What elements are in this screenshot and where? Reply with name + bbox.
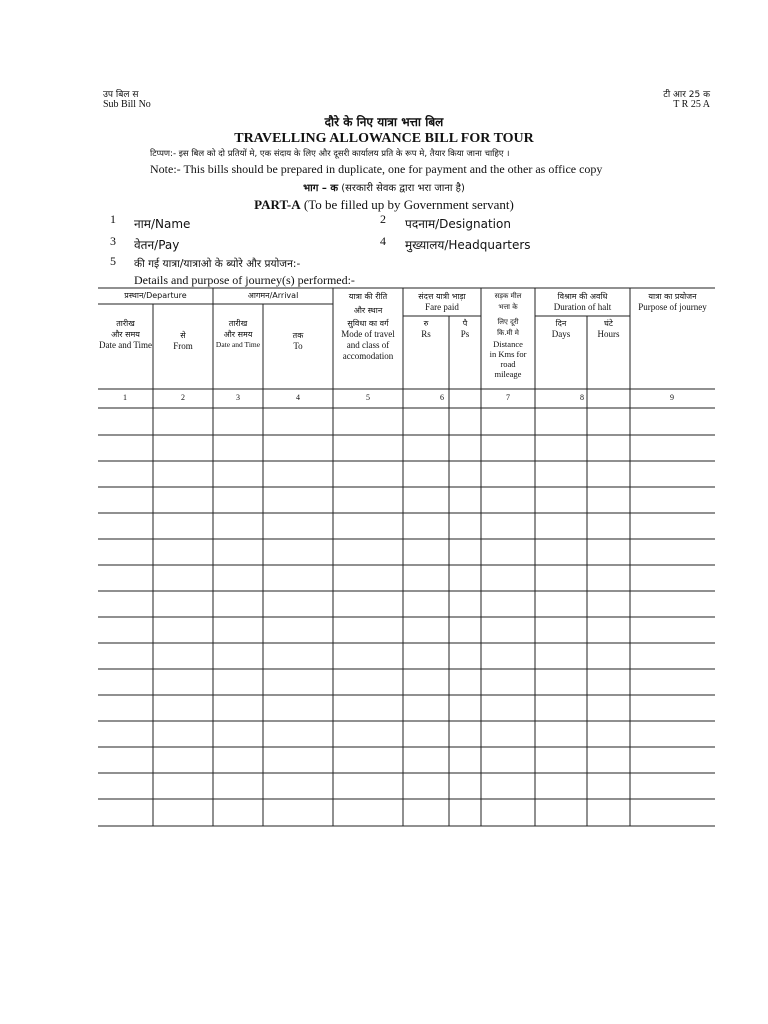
fare-header <box>403 291 481 313</box>
title-english: TRAVELLING ALLOWANCE BILL FOR TOUR <box>234 131 534 146</box>
days-hindi: दिन <box>555 319 567 328</box>
note-english: Note:- This bills should be prepared in duplicate, one for payment and the other as office copy <box>150 162 603 176</box>
to-header <box>263 330 333 352</box>
hours-hindi: घंटे <box>604 319 613 328</box>
field-designation-label: पदनाम/Designation <box>405 217 511 231</box>
purpose-hindi: यात्रा का प्रयोजन <box>648 292 697 301</box>
road-hindi-3: लिए दूरी <box>497 318 519 326</box>
arrival-date-header <box>213 318 263 349</box>
mode-header <box>333 291 403 362</box>
from-english: From <box>173 341 193 351</box>
rs-english: Rs <box>421 329 431 339</box>
from-header <box>153 330 213 352</box>
part-a-english-title: PART-A <box>254 197 301 212</box>
title-hindi: दौरे के निए यात्रा भत्ता बिल <box>324 115 444 129</box>
days-english: Days <box>551 329 571 339</box>
note-hindi: टिप्पण:- इस बिल को दो प्रतियों मे, एक संदाय के लिए और दूसरी कार्यालय प्रति के रूप मे, तैयार किया जाना चाहिए । <box>150 149 510 159</box>
column-number-7: 7 <box>506 393 510 402</box>
halt-header <box>535 291 630 313</box>
rs-header <box>403 318 449 340</box>
halt-hindi: विश्राम की अवधि <box>557 292 608 301</box>
mode-hindi-3: सुविधा का वर्ग <box>347 319 389 328</box>
arrival-date-hindi-1: तारीख <box>228 319 248 328</box>
mode-english: Mode of travel and class of accomodation <box>341 329 395 361</box>
road-hindi-1: सड़क मील <box>494 292 522 300</box>
field-number-4: 4 <box>380 234 386 248</box>
field-number-3: 3 <box>110 234 116 248</box>
rs-hindi: रु <box>423 319 429 328</box>
fare-hindi: संदत्त यात्री भाड़ा <box>418 292 466 301</box>
field-name-label: नाम/Name <box>134 217 191 231</box>
column-number-6: 6 <box>440 393 444 402</box>
halt-english: Duration of halt <box>553 302 612 312</box>
form-number: T R 25 A <box>673 99 710 110</box>
form-number-hindi: टी आर 25 क <box>663 90 710 100</box>
purpose-english: Purpose of journey <box>638 302 707 312</box>
road-hindi-2: भत्ता के <box>498 303 518 311</box>
arrival-group-label: आगमन/Arrival <box>247 291 299 300</box>
column-number-1: 1 <box>123 393 127 402</box>
part-a-hindi-title: भाग – क <box>303 183 339 194</box>
column-number-8: 8 <box>580 393 584 402</box>
field-pay-label: वेतन/Pay <box>134 238 180 252</box>
arrival-date-hindi-2: और समय <box>223 330 253 339</box>
ps-english: Ps <box>460 329 470 339</box>
field-journey-label-hindi: की गई यात्रा/यात्राओ के ब्योरे और प्रयोजन:- <box>134 258 301 270</box>
departure-group-label: प्रस्थान/Departure <box>124 291 187 300</box>
road-hindi-4: कि.मी मे <box>497 329 519 337</box>
road-english: Distance in Kms for road mileage <box>489 339 527 379</box>
departure-date-english: Date and Time <box>99 340 152 350</box>
column-number-4: 4 <box>296 393 300 402</box>
mode-hindi-2: और स्थान <box>353 306 383 315</box>
to-english: To <box>293 341 303 351</box>
from-hindi: से <box>180 331 186 340</box>
fare-english: Fare paid <box>425 302 459 312</box>
departure-date-header <box>98 318 153 351</box>
mode-hindi-1: यात्रा की रीति <box>348 292 388 301</box>
ps-hindi: पै <box>462 319 468 328</box>
departure-date-hindi-2: और समय <box>111 330 140 339</box>
days-header <box>535 318 587 340</box>
arrival-group-header <box>213 290 333 301</box>
column-number-3: 3 <box>236 393 240 402</box>
hours-header <box>587 318 630 340</box>
part-a-english-subtitle: (To be filled up by Government servant) <box>303 197 514 212</box>
details-label: Details and purpose of journey(s) performed:- <box>134 273 355 287</box>
road-mileage-header <box>481 291 535 379</box>
to-hindi: तक <box>292 331 304 340</box>
arrival-date-english: Date and Time <box>215 340 261 349</box>
sub-bill-label-hindi: उप बिल स <box>103 90 139 100</box>
field-number-5: 5 <box>110 254 116 268</box>
part-a-hindi-subtitle: (सरकारी सेवक द्वारा भरा जाना है) <box>341 183 465 194</box>
field-headquarters-label: मुख्यालय/Headquarters <box>405 238 531 252</box>
ps-header <box>449 318 481 340</box>
field-number-1: 1 <box>110 212 116 226</box>
sub-bill-label: Sub Bill No <box>103 99 151 110</box>
departure-group-header <box>98 290 213 301</box>
column-number-5: 5 <box>366 393 370 402</box>
column-number-9: 9 <box>670 393 674 402</box>
column-number-2: 2 <box>181 393 185 402</box>
purpose-header <box>630 291 715 313</box>
hours-english: Hours <box>597 329 620 339</box>
field-number-2: 2 <box>380 212 386 226</box>
departure-date-hindi-1: तारीख <box>116 319 135 328</box>
